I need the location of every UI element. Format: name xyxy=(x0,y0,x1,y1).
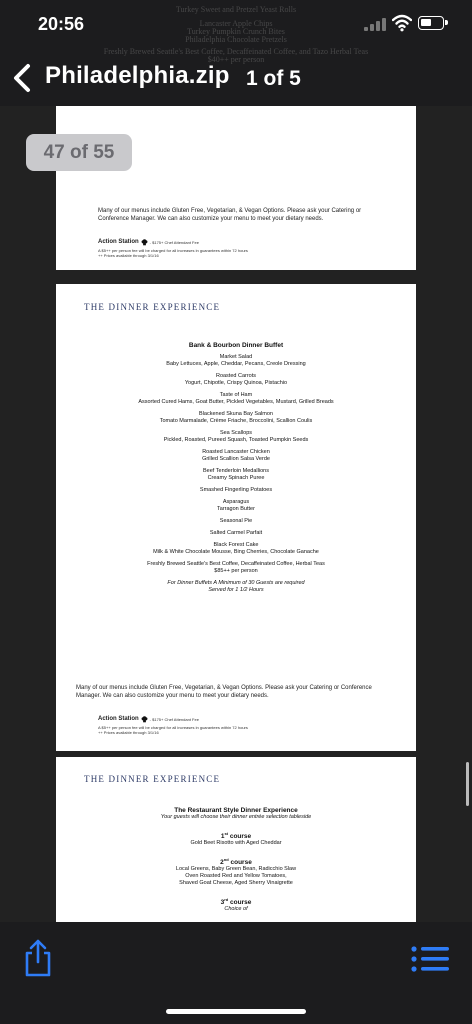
course-heading: 3rd course xyxy=(220,897,252,907)
status-time: 20:56 xyxy=(38,14,85,34)
archive-title: Philadelphia.zip xyxy=(45,62,230,89)
chevron-left-icon[interactable] xyxy=(10,62,34,94)
course-item: Gold Beet Risotto with Aged Cheddar xyxy=(190,840,282,847)
course-heading: 1st course xyxy=(220,831,252,841)
list-icon[interactable] xyxy=(410,946,450,972)
fine-print: A $5++ per person fee will be charged for all increases in guarantees within 72 hours xyxy=(98,725,248,730)
course-desc: Assorted Cured Hams, Goat Butter, Pickled Vegetables, Mustard, Grilled Breads xyxy=(138,399,334,405)
course-item: Oven Roasted Red and Yellow Tomatoes, xyxy=(185,873,287,880)
station-fee: - $175+ Chef Attendant Fee xyxy=(149,239,199,245)
course-name: Smashed Fingerling Potatoes xyxy=(199,487,273,493)
menu-title: Bank & Bourbon Dinner Buffet xyxy=(188,342,284,349)
action-station xyxy=(98,238,199,246)
course-desc: Grilled Scallion Salsa Verde xyxy=(202,456,270,462)
section-header: THE DINNER EXPERIENCE xyxy=(84,302,221,312)
scroll-indicator[interactable] xyxy=(466,762,469,806)
footnote: Served for 1 1/2 Hours xyxy=(208,587,264,593)
course-item: Local Greens, Baby Green Bean, Radicchio Slaw xyxy=(175,866,297,873)
course-name: Roasted Lancaster Chicken xyxy=(202,449,270,455)
course-name: Market Salad xyxy=(219,354,253,360)
pdf-page xyxy=(56,757,416,922)
document-viewer[interactable] xyxy=(0,106,472,922)
page-indicator-badge: 47 of 55 xyxy=(26,134,132,171)
action-station xyxy=(98,715,199,723)
course-desc: Tarragon Butter xyxy=(217,506,255,512)
course-name: Asparagus xyxy=(222,499,250,505)
course-name: Sea Scallops xyxy=(219,430,253,436)
ghost-text: Turkey Pumpkin Crunch Bites xyxy=(187,27,285,36)
course-name: Salted Carmel Parfait xyxy=(209,530,263,536)
ghost-text: Turkey Sweet and Pretzel Yeast Rolls xyxy=(175,5,297,14)
menu-title: The Restaurant Style Dinner Experience xyxy=(174,807,298,814)
course-item: Shaved Goat Cheese, Aged Sherry Vinaigrette xyxy=(179,880,293,887)
course-desc: Creamy Spinach Puree xyxy=(207,475,265,481)
chef-hat-icon xyxy=(141,716,148,723)
price: $85++ per person xyxy=(214,568,258,574)
home-indicator[interactable] xyxy=(166,1009,306,1014)
course-heading: 2nd course xyxy=(220,857,252,867)
course-desc: Pickled, Roasted, Pureed Squash, Toasted Pumpkin Seeds xyxy=(163,437,309,443)
course-name: Seasonal Pie xyxy=(219,518,253,524)
fine-print: A $5++ per person fee will be charged for all increases in guarantees within 72 hours xyxy=(98,248,248,253)
chef-hat-icon xyxy=(141,239,148,246)
course-item: Choice of xyxy=(224,906,248,913)
dietary-note: Many of our menus include Gluten Free, Vegetarian, & Vegan Options. Please ask your Catering or Conference Manager. We can also customize your menu to meet your dietary needs. xyxy=(98,208,362,222)
station-fee: - $175+ Chef Attendant Fee xyxy=(149,716,199,722)
ghost-text: Freshly Brewed Seattle's Best Coffee, Decaffeinated Coffee, and Tazo Herbal Teas xyxy=(103,47,369,56)
file-count: 1 of 5 xyxy=(246,67,301,90)
share-icon[interactable] xyxy=(22,938,54,978)
course-name: Beef Tenderloin Medallions xyxy=(203,468,269,474)
pdf-page xyxy=(56,106,416,270)
battery-icon xyxy=(418,16,444,30)
course-name: Freshly Brewed Seattle's Best Coffee, Decaffeinated Coffee, Herbal Teas xyxy=(147,561,325,567)
course-desc: Yogurt, Chipotle, Crispy Quinoa, Pistachio xyxy=(184,380,288,386)
buffet-menu xyxy=(56,342,416,594)
ghost-text: Philadelphia Chocolate Pretzels xyxy=(185,35,287,44)
course-name: Black Forest Cake xyxy=(213,542,259,548)
menu-subtitle: Your guests will choose their dinner entrée selection tableside xyxy=(160,814,312,820)
course-name: Taste of Ham xyxy=(219,392,253,398)
footnote: For Dinner Buffets A Minimum of 30 Guests are required xyxy=(167,580,305,586)
fine-print: ++ Prices available through 3/1/16 xyxy=(98,730,159,735)
section-header: THE DINNER EXPERIENCE xyxy=(84,774,221,784)
top-bar xyxy=(0,0,472,106)
bottom-toolbar xyxy=(0,922,472,1024)
ghost-text: Lancaster Apple Chips xyxy=(199,19,273,28)
station-label: Action Station xyxy=(98,716,139,722)
course-name: Roasted Carrots xyxy=(215,373,257,379)
restaurant-menu xyxy=(56,807,416,913)
pdf-page xyxy=(56,284,416,751)
dietary-note: Many of our menus include Gluten Free, Vegetarian, & Vegan Options. Please ask your Catering or Conference Manager. We can also customize your menu to meet your dietary needs. xyxy=(76,685,372,699)
ghost-text: $40++ per person xyxy=(207,55,265,64)
wifi-icon xyxy=(392,14,412,32)
course-name: Blackened Skuna Bay Salmon xyxy=(199,411,273,417)
fine-print: ++ Prices available through 3/1/16 xyxy=(98,253,159,258)
course-desc: Milk & White Chocolate Mousse, Bing Cherries, Chocolate Ganache xyxy=(153,549,319,555)
course-desc: Tomato Marmalade, Crème Friache, Broccolini, Scallion Coulis xyxy=(159,418,313,424)
signal-icon xyxy=(364,18,386,31)
course-desc: Baby Lettuces, Apple, Cheddar, Pecans, Creole Dressing xyxy=(166,361,306,367)
station-label: Action Station xyxy=(98,239,139,245)
